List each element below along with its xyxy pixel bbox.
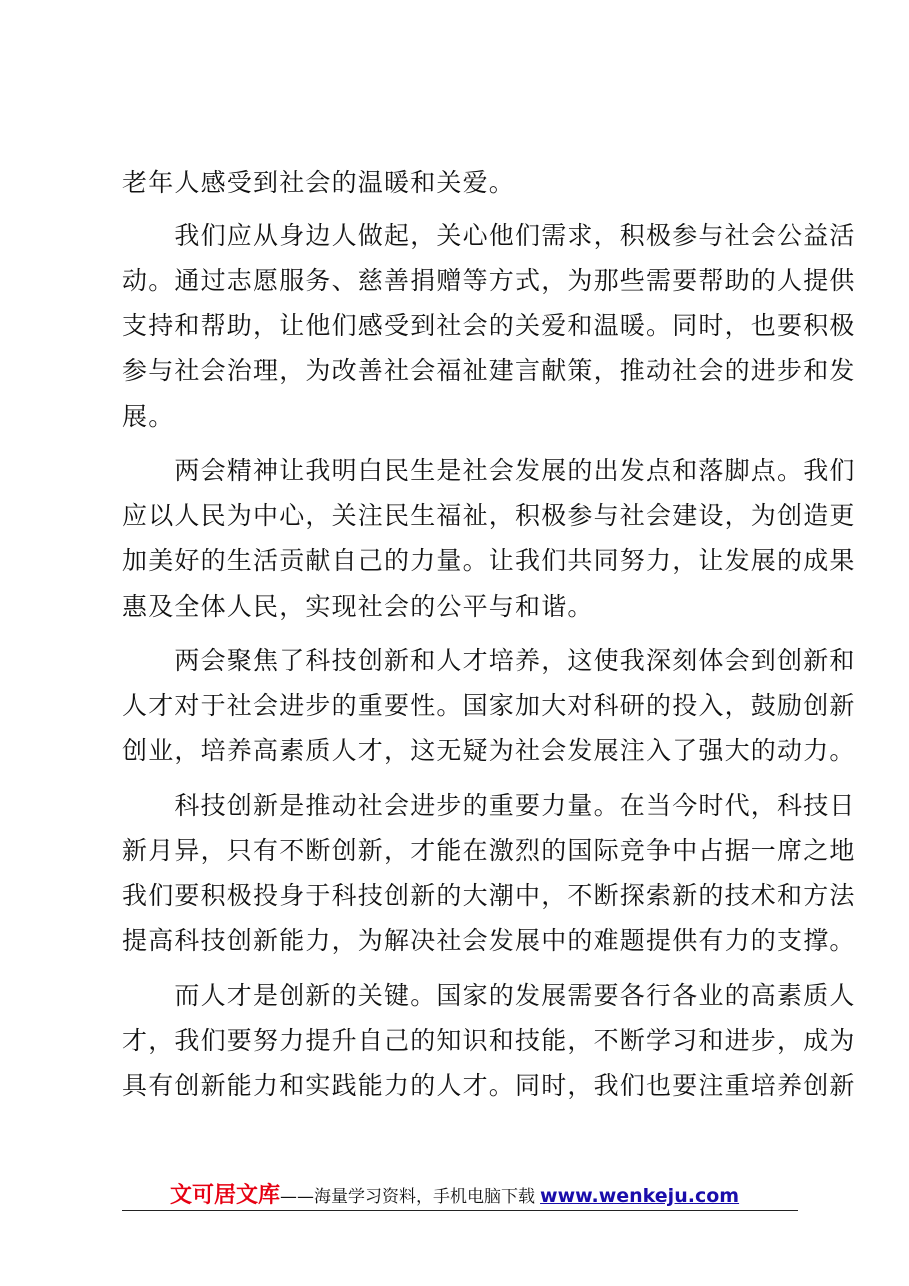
body-text-line: 提高科技创新能力，为解决社会发展中的难题提供有力的支撑。 <box>122 926 856 955</box>
body-text-line: 参与社会治理，为改善社会福祉建言献策，推动社会的进步和发 <box>122 356 856 385</box>
body-text-line: 我们应从身边人做起，关心他们需求，积极参与社会公益活 <box>122 221 856 250</box>
body-text-line: 老年人感受到社会的温暖和关爱。 <box>122 168 516 197</box>
body-text-line: 应以人民为中心，关注民生福祉，积极参与社会建设，为创造更 <box>122 501 856 530</box>
body-text-line: 才，我们要努力提升自己的知识和技能，不断学习和进步，成为 <box>122 1026 856 1055</box>
body-text-line: 具有创新能力和实践能力的人才。同时，我们也要注重培养创新 <box>122 1071 856 1100</box>
body-text-line: 惠及全体人民，实现社会的公平与和谐。 <box>122 592 594 621</box>
body-text-line: 两会聚焦了科技创新和人才培养，这使我深刻体会到创新和 <box>122 646 856 675</box>
footer-tagline: ——海量学习资料，手机电脑下载 <box>279 1187 535 1207</box>
body-text-line: 我们要积极投身于科技创新的大潮中，不断探索新的技术和方法 <box>122 881 856 910</box>
body-text-line: 创业，培养高素质人才，这无疑为社会发展注入了强大的动力。 <box>122 736 856 765</box>
body-text-line: 新月异，只有不断创新，才能在激烈的国际竞争中占据一席之地 <box>122 836 856 865</box>
body-text-line: 人才对于社会进步的重要性。国家加大对科研的投入，鼓励创新 <box>122 691 856 720</box>
body-text-line: 展。 <box>122 402 175 431</box>
body-text-line: 科技创新是推动社会进步的重要力量。在当今时代，科技日 <box>122 791 856 820</box>
page-footer <box>0 1178 909 1209</box>
body-text-line: 两会精神让我明白民生是社会发展的出发点和落脚点。我们 <box>122 456 856 485</box>
footer-link[interactable]: www.wenkeju.com <box>540 1185 740 1207</box>
body-text-line: 加美好的生活贡献自己的力量。让我们共同努力，让发展的成果 <box>122 546 856 575</box>
body-text-line: 支持和帮助，让他们感受到社会的关爱和温暖。同时，也要积极 <box>122 311 856 340</box>
body-text-line: 而人才是创新的关键。国家的发展需要各行各业的高素质人 <box>122 981 856 1010</box>
footer-brand: 文可居文库 <box>169 1183 280 1208</box>
footer-divider <box>122 1210 798 1211</box>
body-text-line: 动。通过志愿服务、慈善捐赠等方式，为那些需要帮助的人提供 <box>122 266 856 295</box>
